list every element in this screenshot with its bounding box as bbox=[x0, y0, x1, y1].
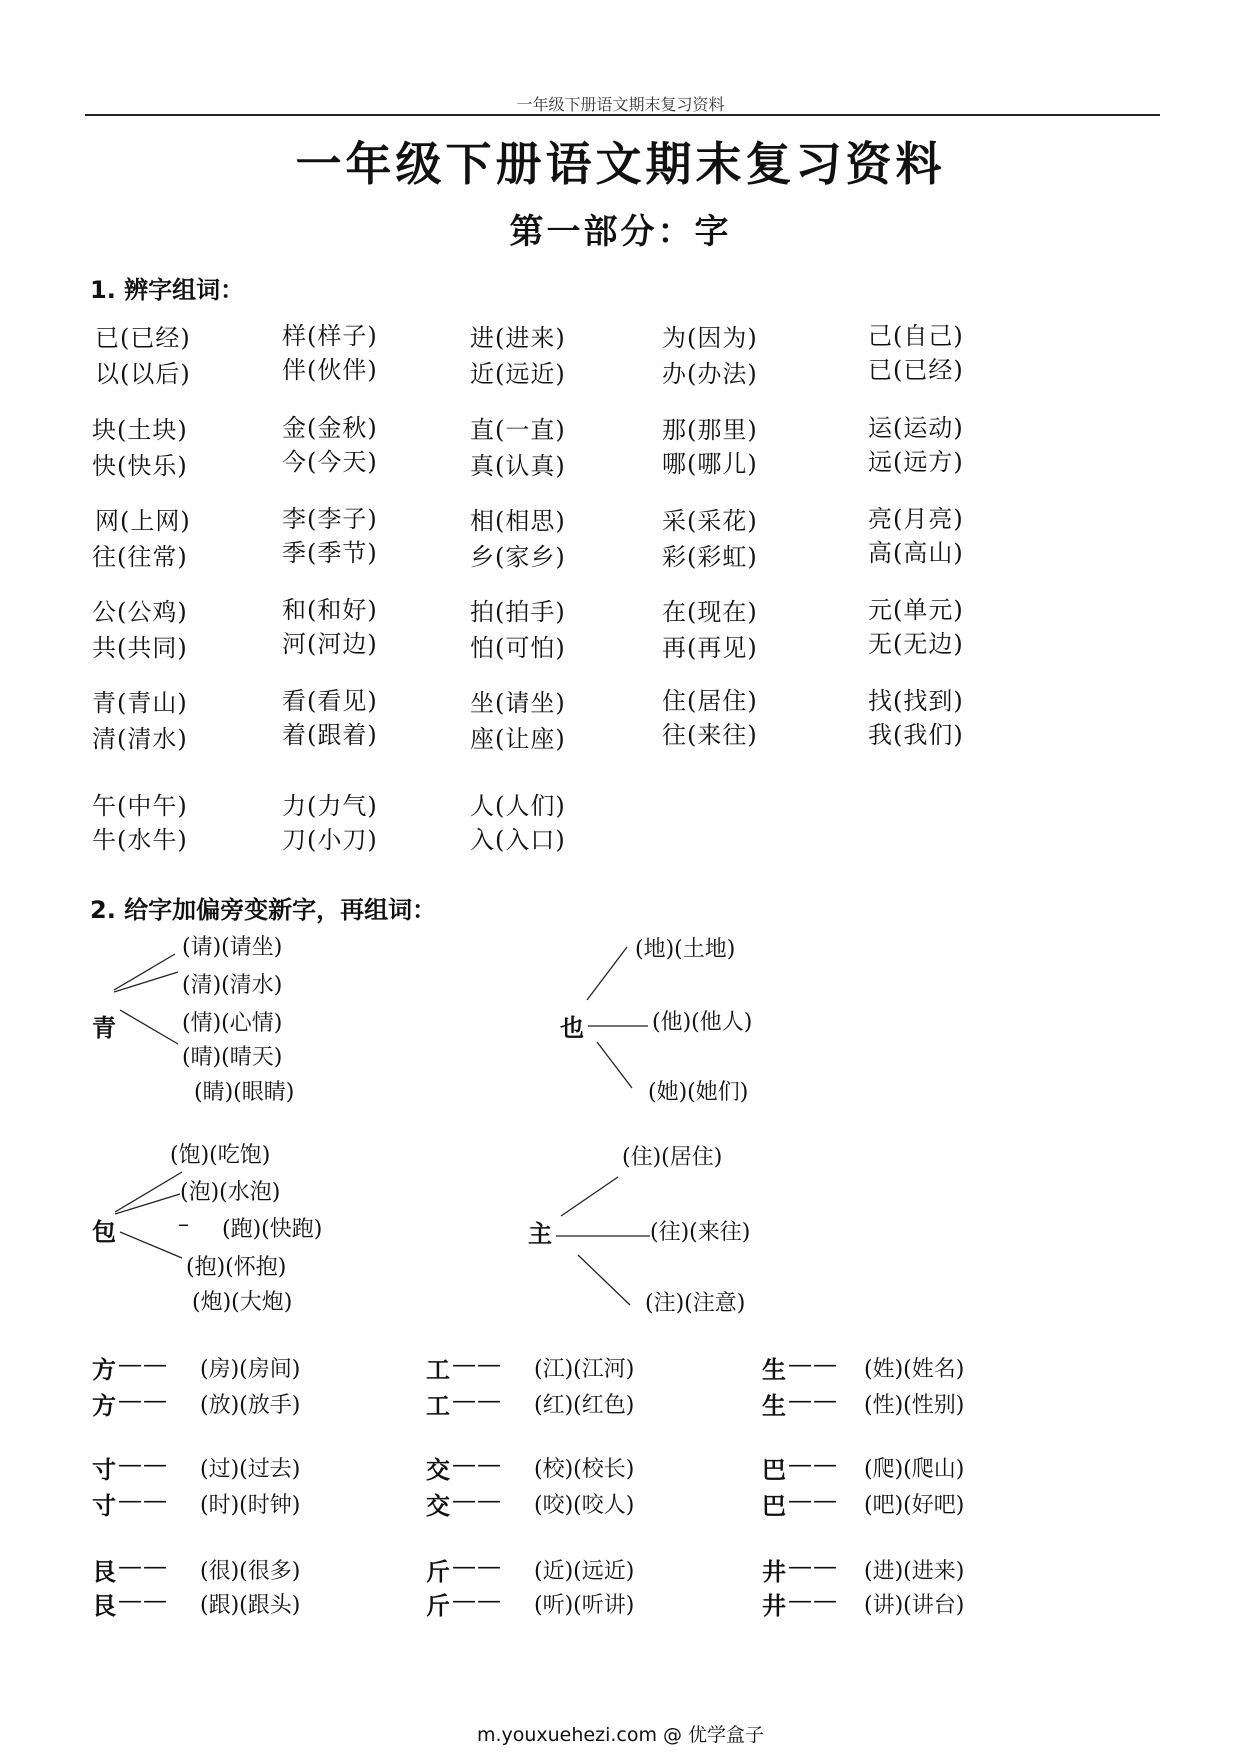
derived-word: (清)(清水) bbox=[182, 973, 283, 998]
root-char: 斤 bbox=[426, 1557, 451, 1586]
word-item: 直(一直) bbox=[470, 416, 566, 444]
derived-word: (性)(性别) bbox=[864, 1393, 965, 1418]
root-char: 艮 bbox=[92, 1591, 117, 1620]
derived-word: (讲)(讲台) bbox=[864, 1593, 965, 1618]
word-item: 高(高山) bbox=[868, 539, 964, 567]
dash: —— bbox=[118, 1486, 168, 1514]
derived-word: (吧)(好吧) bbox=[864, 1493, 965, 1518]
root-char: 方 bbox=[92, 1391, 117, 1420]
root-char: 生 bbox=[762, 1355, 787, 1384]
derived-word: (跟)(跟头) bbox=[200, 1593, 301, 1618]
root-char: 生 bbox=[762, 1391, 787, 1420]
word-item: 网(上网) bbox=[95, 507, 191, 535]
derived-word: (她)(她们) bbox=[648, 1080, 749, 1105]
derived-word: (情)(心情) bbox=[182, 1011, 283, 1036]
word-item: 相(相思) bbox=[470, 507, 566, 535]
word-item: 刀(小刀) bbox=[282, 826, 378, 854]
derived-word: (注)(注意) bbox=[645, 1291, 746, 1316]
derived-word: (跑)(快跑) bbox=[222, 1217, 323, 1242]
dash: —— bbox=[788, 1486, 838, 1514]
root-char: 巴 bbox=[762, 1455, 787, 1484]
root-char: 寸 bbox=[92, 1491, 117, 1520]
word-item: 无(无边) bbox=[868, 630, 964, 658]
document-title: 一年级下册语文期末复习资料 bbox=[295, 137, 946, 191]
derived-word: (地)(土地) bbox=[635, 937, 736, 962]
dash: —— bbox=[118, 1552, 168, 1580]
derived-word: (住)(居住) bbox=[622, 1145, 723, 1170]
word-item: 再(再见) bbox=[662, 634, 758, 662]
root-char: 寸 bbox=[92, 1455, 117, 1484]
dash: —— bbox=[452, 1350, 502, 1378]
derived-word: (咬)(咬人) bbox=[534, 1493, 635, 1518]
derived-word: (他)(他人) bbox=[652, 1010, 753, 1035]
dash: —— bbox=[452, 1586, 502, 1614]
dash: —— bbox=[452, 1552, 502, 1580]
word-item: 乡(家乡) bbox=[470, 543, 566, 571]
word-item: 金(金秋) bbox=[282, 414, 378, 442]
root-char: 工 bbox=[426, 1391, 451, 1420]
word-item: 我(我们) bbox=[868, 721, 964, 749]
root-char: 井 bbox=[762, 1557, 787, 1586]
derived-word: (过)(过去) bbox=[200, 1457, 301, 1482]
derived-word: (往)(来往) bbox=[650, 1220, 751, 1245]
root-char: 斤 bbox=[426, 1591, 451, 1620]
dash: —— bbox=[118, 1586, 168, 1614]
word-item: 往(往常) bbox=[92, 543, 188, 571]
part-title: 第一部分：字 bbox=[509, 212, 732, 252]
word-item: 办(办法) bbox=[662, 360, 758, 388]
derived-word: (姓)(姓名) bbox=[864, 1357, 965, 1382]
dash: —— bbox=[788, 1552, 838, 1580]
word-item: 人(人们) bbox=[470, 792, 566, 820]
word-item: 块(土块) bbox=[92, 416, 188, 444]
dash: —— bbox=[118, 1450, 168, 1478]
word-item: 在(现在) bbox=[662, 598, 758, 626]
word-item: 今(今天) bbox=[282, 448, 378, 476]
word-item: 午(中午) bbox=[92, 792, 188, 820]
word-item: 住(居住) bbox=[662, 687, 758, 715]
derived-word: (泡)(水泡) bbox=[180, 1180, 281, 1205]
word-item: 运(运动) bbox=[868, 414, 964, 442]
word-item: 拍(拍手) bbox=[470, 598, 566, 626]
derived-word: (放)(放手) bbox=[200, 1393, 301, 1418]
word-item: 己(自己) bbox=[868, 322, 964, 350]
word-item: 为(因为) bbox=[662, 324, 758, 352]
word-item: 公(公鸡) bbox=[92, 598, 188, 626]
word-item: 共(共同) bbox=[92, 634, 188, 662]
root-char: 工 bbox=[426, 1355, 451, 1384]
dash: —— bbox=[452, 1450, 502, 1478]
dash: —— bbox=[118, 1350, 168, 1378]
root-char: 井 bbox=[762, 1591, 787, 1620]
word-item: 清(清水) bbox=[92, 725, 188, 753]
root-char: 交 bbox=[426, 1455, 451, 1484]
word-item: 以(以后) bbox=[95, 360, 191, 388]
word-item: 坐(请坐) bbox=[470, 689, 566, 717]
word-item: 入(入口) bbox=[470, 826, 566, 854]
derived-word: (红)(红色) bbox=[534, 1393, 635, 1418]
word-item: 怕(可怕) bbox=[470, 634, 566, 662]
word-item: 样(样子) bbox=[282, 322, 378, 350]
root-char: 方 bbox=[92, 1355, 117, 1384]
derived-word: (晴)(晴天) bbox=[182, 1045, 283, 1070]
footer-watermark: m.youxuehezi.com @ 优学盒子 bbox=[476, 1724, 765, 1746]
derived-word: (睛)(眼睛) bbox=[194, 1080, 295, 1105]
word-item: 元(单元) bbox=[868, 596, 964, 624]
word-item: 哪(哪儿) bbox=[662, 450, 758, 478]
running-header: 一年级下册语文期末复习资料 bbox=[516, 95, 725, 114]
word-item: 亮(月亮) bbox=[868, 505, 964, 533]
word-item: 近(远近) bbox=[470, 360, 566, 388]
dash: —— bbox=[788, 1450, 838, 1478]
section1-heading: 1. 辨字组词： bbox=[90, 276, 245, 304]
derived-word: (进)(进来) bbox=[864, 1559, 965, 1584]
root-char: 艮 bbox=[92, 1557, 117, 1586]
section2-heading: 2. 给字加偏旁变新字，再组词： bbox=[90, 896, 437, 924]
word-item: 力(力气) bbox=[282, 792, 378, 820]
word-item: 那(那里) bbox=[662, 416, 758, 444]
word-item: 采(采花) bbox=[662, 507, 758, 535]
word-item: 河(河边) bbox=[282, 630, 378, 658]
derived-word: (饱)(吃饱) bbox=[170, 1143, 271, 1168]
word-item: 和(和好) bbox=[282, 596, 378, 624]
derived-word: (很)(很多) bbox=[200, 1559, 301, 1584]
dash: —— bbox=[788, 1586, 838, 1614]
word-item: 座(让座) bbox=[470, 725, 566, 753]
word-item: 牛(水牛) bbox=[92, 826, 188, 854]
dash-marker: – bbox=[178, 1212, 189, 1237]
word-item: 李(李子) bbox=[282, 505, 378, 533]
derived-word: (炮)(大炮) bbox=[192, 1290, 293, 1315]
word-item: 往(来往) bbox=[662, 721, 758, 749]
root-char-qing: 青 bbox=[92, 1013, 117, 1042]
dash: —— bbox=[788, 1350, 838, 1378]
word-item: 季(季节) bbox=[282, 539, 378, 567]
dash: —— bbox=[452, 1386, 502, 1414]
word-item: 已(已经) bbox=[95, 324, 191, 352]
root-char-zhu: 主 bbox=[528, 1219, 553, 1248]
derived-word: (江)(江河) bbox=[534, 1357, 635, 1382]
word-item: 着(跟着) bbox=[282, 721, 378, 749]
dash: —— bbox=[452, 1486, 502, 1514]
root-char-ye: 也 bbox=[560, 1013, 585, 1042]
root-char: 巴 bbox=[762, 1491, 787, 1520]
word-item: 已(已经) bbox=[868, 356, 964, 384]
derived-word: (校)(校长) bbox=[534, 1457, 635, 1482]
derived-word: (抱)(怀抱) bbox=[186, 1255, 287, 1280]
derived-word: (房)(房间) bbox=[200, 1357, 301, 1382]
word-item: 找(找到) bbox=[868, 687, 964, 715]
root-char: 交 bbox=[426, 1491, 451, 1520]
derived-word: (请)(请坐) bbox=[182, 935, 283, 960]
dash: —— bbox=[118, 1386, 168, 1414]
derived-word: (爬)(爬山) bbox=[864, 1457, 965, 1482]
word-item: 彩(彩虹) bbox=[662, 543, 758, 571]
derived-word: (近)(远近) bbox=[534, 1559, 635, 1584]
word-item: 伴(伙伴) bbox=[282, 356, 378, 384]
word-item: 真(认真) bbox=[470, 452, 566, 480]
dash: —— bbox=[788, 1386, 838, 1414]
word-item: 青(青山) bbox=[92, 689, 188, 717]
word-item: 远(远方) bbox=[868, 448, 964, 476]
word-item: 进(进来) bbox=[470, 324, 566, 352]
derived-word: (时)(时钟) bbox=[200, 1493, 301, 1518]
word-item: 快(快乐) bbox=[92, 452, 188, 480]
word-item: 看(看见) bbox=[282, 687, 378, 715]
root-char-bao: 包 bbox=[92, 1217, 117, 1246]
derived-word: (听)(听讲) bbox=[534, 1593, 635, 1618]
